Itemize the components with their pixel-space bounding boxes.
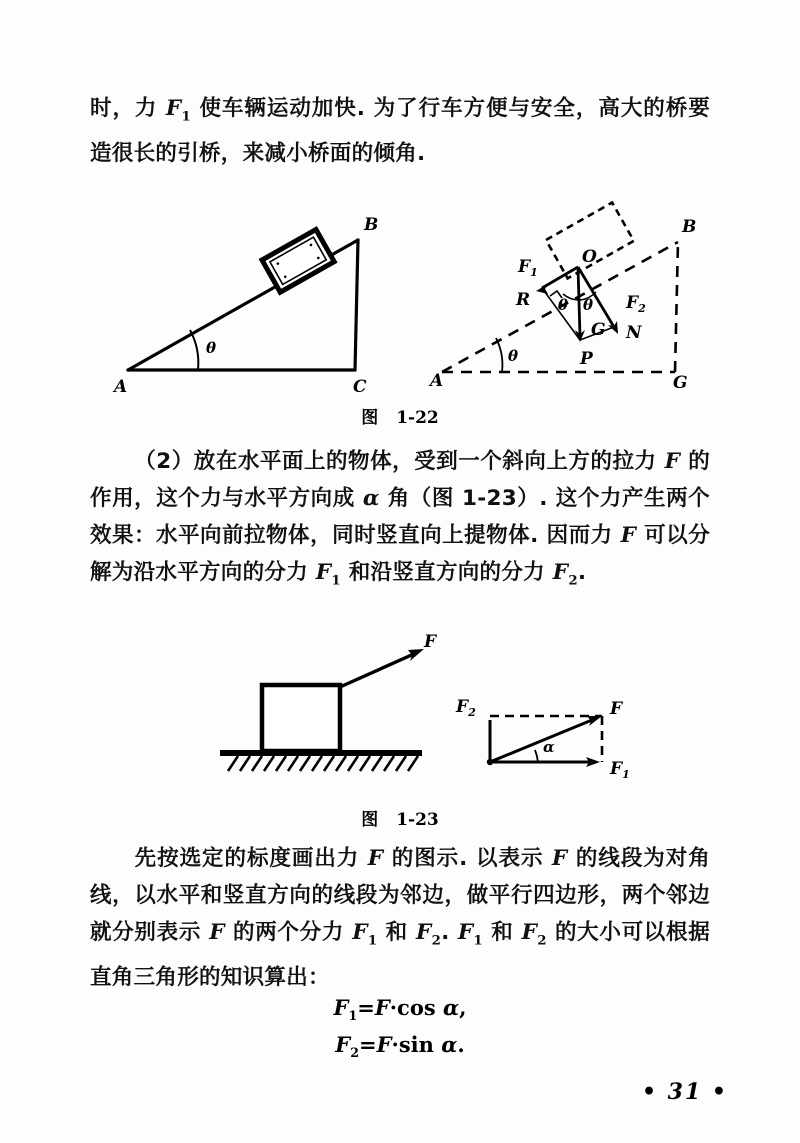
p2-force-f: F: [664, 449, 681, 474]
caption-number: 1-23: [396, 810, 439, 830]
formula-F2-arg: α: [441, 1032, 458, 1057]
p3-text-a: 先按选定的标度画出力: [134, 846, 368, 871]
inner-angle-label-right: θ: [583, 296, 594, 314]
force-label-F2: $F_2$: [626, 293, 646, 315]
caption-label: 图: [361, 408, 381, 428]
vector-F-diagonal: [490, 720, 592, 762]
formula-F2-eq: =: [358, 1032, 377, 1057]
point-label-O: O: [582, 247, 597, 267]
force-label-F: F: [424, 632, 437, 652]
vertex-label-A: A: [430, 371, 444, 391]
formula-F1-dot: ·: [389, 995, 398, 1020]
p3-force-f-c: F: [209, 920, 225, 945]
formula-F2-dot: ·: [391, 1032, 399, 1057]
angle-label-theta: θ: [508, 347, 519, 365]
p2-alpha: α: [362, 486, 380, 511]
formula-F2: [0, 1032, 800, 1060]
force-label-F2: $F_2$: [456, 697, 476, 719]
force-label-N: N: [626, 323, 642, 343]
p2-text-b: 的作用，这个力与水平方向成: [90, 449, 710, 511]
origin-point: [487, 759, 493, 765]
figure-1-22-caption: [0, 403, 800, 428]
ground-hatching: [228, 756, 418, 771]
p3-text-g: 和: [483, 920, 522, 945]
figure-1-23-right: [450, 690, 640, 785]
vertex-label-C: C: [353, 377, 367, 397]
page-number: • 31 •: [641, 1079, 728, 1105]
figure-1-22-right: [430, 210, 710, 395]
formula-F1-rhs-f: F: [374, 995, 390, 1020]
p2-text-c: 角（图 1-23）. 这个力产生两个效果：水平向前拉物体，同时竖直向上提物体. 因而力: [90, 486, 710, 548]
dashed-side-GB: [675, 242, 678, 372]
formula-F1-tail: ,: [459, 995, 467, 1020]
formula-F2-tail: .: [457, 1032, 465, 1057]
block-rect: [262, 685, 340, 751]
p3-text-c: 的线段为对角线，以水平和竖直方向的线段为邻边，做平行四边形，两个邻边就分别表示: [90, 846, 711, 945]
formula-F2-lhs: F: [335, 1032, 351, 1057]
force-label-G: G: [591, 320, 606, 340]
p3-force-f1: $F_1$: [352, 920, 378, 949]
force-parallelogram-svg: [450, 690, 640, 785]
angle-label-theta: θ: [206, 339, 217, 357]
point-label-P: P: [580, 349, 593, 369]
inclined-plane-svg: [110, 210, 385, 395]
paragraph-item-2: [90, 443, 710, 599]
p2-text-e: 和沿竖直方向的分力: [340, 560, 553, 585]
p3-force-f2-b: $F_2$: [521, 920, 547, 949]
p2-force-f1: $F_1$: [315, 560, 341, 589]
caption-number: 1-22: [396, 408, 439, 428]
caption-label: 图: [361, 810, 381, 830]
force-F-line: [340, 653, 416, 687]
formula-F1-arg: α: [442, 995, 460, 1020]
formula-F2-fn: sin: [398, 1032, 434, 1057]
p2-text-a: （2）放在水平面上的物体，受到一个斜向上方的拉力: [134, 449, 665, 474]
formula-F1-lhs: F: [333, 995, 349, 1020]
block-on-ground-svg: [210, 632, 440, 785]
vertex-label-A: A: [114, 377, 128, 397]
p1-text-a: 时，力: [90, 96, 166, 121]
formula-F1-sub: 1: [348, 1008, 358, 1024]
formula-F1-eq: =: [357, 995, 375, 1020]
vertex-label-B: B: [682, 217, 697, 237]
force-label-F1: $F_1$: [518, 257, 538, 279]
p3-text-b: 的图示. 以表示: [383, 846, 552, 871]
incline-forces-svg: [430, 210, 710, 395]
p3-text-e: 和: [377, 920, 417, 945]
paragraph-explanation: [90, 840, 710, 996]
paragraph-continuation: [90, 90, 710, 172]
p3-force-f-b: F: [551, 846, 568, 871]
force-label-F1: $F_1$: [610, 759, 630, 781]
p1-text-b: 使车辆运动加快. 为了行车方便与安全，高大的桥要造很长的引桥，来减小桥面的倾角.: [90, 96, 711, 167]
p2-force-f2: $F_2$: [552, 560, 578, 589]
p2-force-f-b: F: [620, 523, 637, 548]
p3-text-h: 的大小可以根据直角三角形的知识算出：: [90, 920, 711, 991]
figure-1-22-left: [110, 210, 385, 395]
formula-F2-sub: 2: [350, 1045, 359, 1061]
inner-angle-label-left: θ: [558, 296, 569, 314]
figure-1-23-caption: [0, 805, 800, 830]
vector-G-line: [578, 267, 580, 336]
triangle-side-CB: [355, 240, 358, 370]
figure-1-23-left: [210, 632, 440, 785]
vertex-label-G: G: [673, 373, 688, 393]
p1-force-f1: $F_1$: [165, 96, 192, 125]
force-label-R: R: [516, 290, 531, 310]
angle-label-alpha: α: [543, 738, 555, 756]
p3-text-f: .: [441, 920, 458, 945]
formula-F1: [0, 995, 800, 1023]
p2-text-f: .: [577, 560, 587, 585]
vertex-label-B: B: [364, 215, 379, 235]
angle-arc-alpha: [535, 750, 538, 762]
p2-text-d: 可以分解为沿水平方向的分力: [90, 523, 710, 585]
block-on-incline: [262, 229, 334, 292]
force-label-F: F: [610, 699, 623, 719]
p3-text-d: 的两个分力: [224, 920, 353, 945]
p3-force-f1-b: $F_1$: [457, 920, 483, 949]
formula-F2-rhs-f: F: [376, 1032, 392, 1057]
p3-force-f2: $F_2$: [416, 920, 442, 949]
formula-F1-fn: cos: [397, 995, 436, 1020]
p3-force-f-a: F: [367, 846, 384, 871]
